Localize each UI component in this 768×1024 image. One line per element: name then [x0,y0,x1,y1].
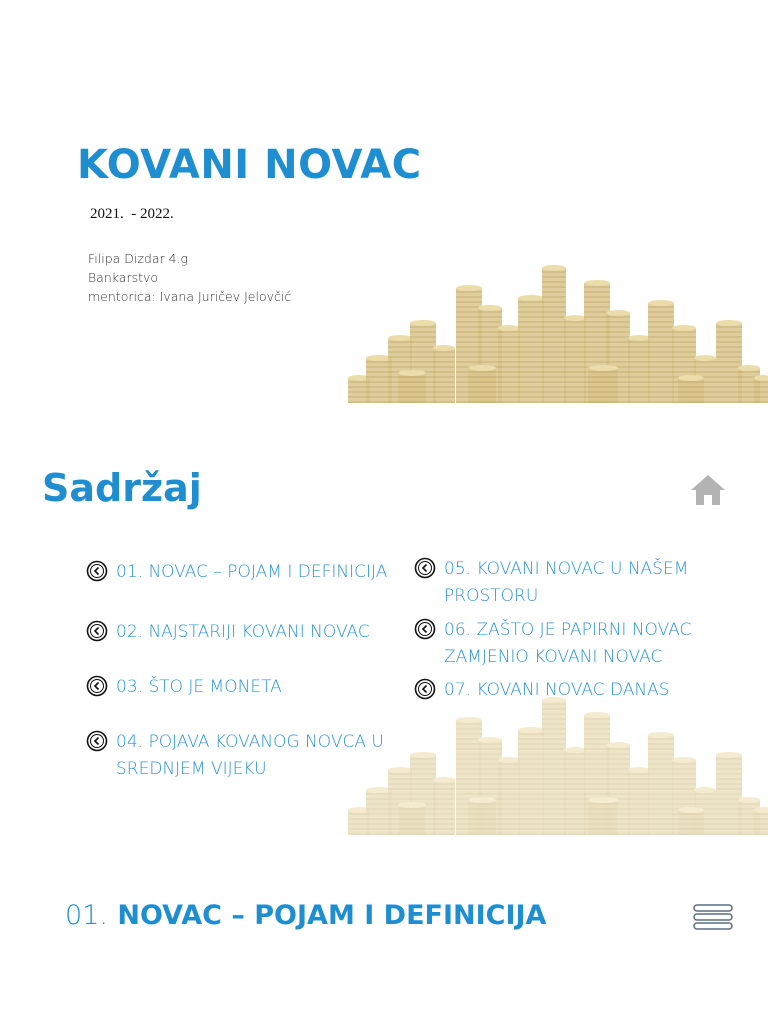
page-title: KOVANI NOVAC [77,142,422,188]
coin-stack-image [338,228,768,408]
section-title [65,900,546,931]
toc-item-01[interactable] [86,559,396,586]
circle-chevron-left-icon [86,730,108,752]
toc-title: Sadržaj [42,466,202,510]
author-mentor: mentorica: Ivana Juričev Jelovčić [88,289,292,304]
toc-item-label: 03. ŠTO JE MONETA [116,677,282,697]
circle-chevron-left-icon [414,618,436,640]
toc-item-05[interactable] [414,556,714,610]
years-label: 2021. - 2022. [90,206,174,222]
author-subject: Bankarstvo [88,270,159,285]
home-icon[interactable] [688,470,728,510]
circle-chevron-left-icon [86,560,108,582]
toc-item-label: 01. NOVAC – POJAM I DEFINICIJA [116,562,388,582]
toc-item-04[interactable] [86,729,404,783]
toc-item-06[interactable] [414,617,714,671]
toc-item-07[interactable] [414,677,714,704]
circle-chevron-left-icon [414,678,436,700]
section-number: 01. [65,900,108,931]
author-name: Filipa Dizdar 4.g [88,251,189,266]
toc-item-label: 07. KOVANI NOVAC DANAS [444,680,670,700]
menu-lines-icon[interactable] [692,902,734,932]
circle-chevron-left-icon [414,557,436,579]
circle-chevron-left-icon [86,675,108,697]
section-heading: NOVAC – POJAM I DEFINICIJA [117,900,547,931]
toc-item-label: 02. NAJSTARIJI KOVANI NOVAC [116,622,370,642]
circle-chevron-left-icon [86,620,108,642]
toc-item-label: 04. POJAVA KOVANOG NOVCA U SREDNJEM VIJEKU [116,732,384,779]
toc-item-02[interactable] [86,619,396,646]
toc-item-03[interactable] [86,674,396,701]
toc-item-label: 06. ZAŠTO JE PAPIRNI NOVAC ZAMJENIO KOVANI NOVAC [444,620,692,667]
toc-item-label: 05. KOVANI NOVAC U NAŠEM PROSTORU [444,559,689,606]
